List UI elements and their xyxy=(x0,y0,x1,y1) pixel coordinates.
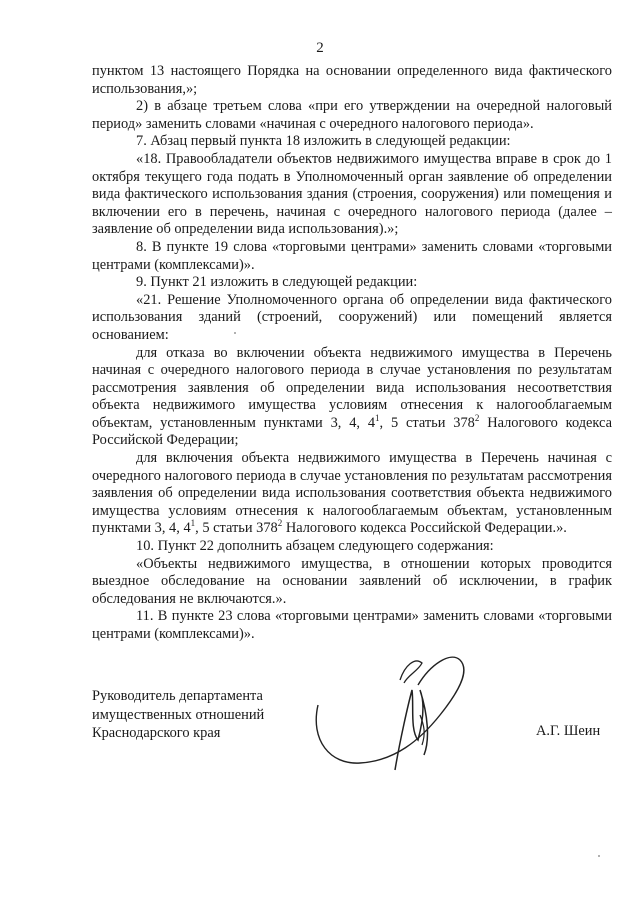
paragraph-item-9: 9. Пункт 21 изложить в следующей редакции: xyxy=(136,274,418,291)
paragraph-inclusion xyxy=(92,450,612,538)
paragraph-item-10: 10. Пункт 22 дополнить абзацем следующего содержания: xyxy=(136,538,494,555)
paragraph-refusal-mid: , 5 статьи 378 xyxy=(379,414,475,431)
paragraph-refusal-text: для отказа во включении объекта недвижимого имущества в Перечень начиная с очередного налогового периода в случае установления по результатам рассмотрения заявления об определении вида использования несоответствия объекта недвижимого имущества условиям отнесения к налогооблагаемым объектам, установленным пунктами 3, 4, 4 xyxy=(92,344,612,431)
paragraph-inclusion-text: для включения объекта недвижимого имущества в Перечень начиная с очередного налогового периода в случае установления по результатам рассмотрения заявления об определении вида использования соответствия объекта недвижимого имущества условиям отнесения к налогооблагаемым объектам, установленным пунктами 3, 4, 4 xyxy=(92,450,612,537)
paragraph-refusal xyxy=(92,345,612,451)
signatory-title-line: Руководитель департамента xyxy=(92,688,263,704)
signatory-name: А.Г. Шеин xyxy=(536,723,601,739)
handwritten-signature xyxy=(300,645,500,785)
scan-speck xyxy=(598,855,600,857)
paragraph-point-18: «18. Правообладатели объектов недвижимого имущества вправе в срок до 1 октября текущего года подать в Уполномоченный орган заявление об определении вида фактического использования здания (строения, сооружения) или помещения и включении его в перечень, начиная с очередного налогового периода (далее – заявление об определении вида использования).»; xyxy=(92,150,612,238)
paragraph-item-11: 11. В пункте 23 слова «торговыми центрами» заменить словами «торговыми центрами (комплексами)». xyxy=(92,608,612,642)
paragraph-item-7: 7. Абзац первый пункта 18 изложить в следующей редакции: xyxy=(136,133,511,150)
scan-speck xyxy=(234,332,236,334)
paragraph-item-8: 8. В пункте 19 слова «торговыми центрами» заменить словами «торговыми центрами (комплексами)». xyxy=(92,238,612,273)
superscript: 2 xyxy=(474,413,480,424)
paragraph-continuation: пунктом 13 настоящего Порядка на основании определенного вида фактического использования,»; xyxy=(92,63,612,97)
superscript: 1 xyxy=(375,413,380,424)
document-body xyxy=(92,63,612,644)
superscript: 2 xyxy=(277,518,283,529)
paragraph-objects: «Объекты недвижимого имущества, в отношении которых проводится выездное обследование на основании заявлений об исключении, в график обследования не включаются.». xyxy=(92,555,612,607)
page-number: 2 xyxy=(316,40,324,56)
paragraph-refusal-tail: Налогового кодекса Российской Федерации; xyxy=(92,414,613,449)
signatory-title xyxy=(92,687,264,743)
paragraph-inclusion-tail: Налогового кодекса Российской Федерации.». xyxy=(282,520,567,537)
paragraph-point-21: «21. Решение Уполномоченного органа об определении вида фактического использования зданий (строений, сооружений) или помещений является основанием: xyxy=(92,291,612,343)
paragraph-inclusion-mid: , 5 статьи 378 xyxy=(195,520,278,537)
superscript: 1 xyxy=(190,518,196,529)
signatory-title-line: имущественных отношений xyxy=(92,706,265,723)
paragraph-item-2: 2) в абзаце третьем слова «при его утверждении на очередной налоговый период» заменить словами «начиная с очередного налогового периода». xyxy=(92,98,612,132)
signatory-title-line: Краснодарского края xyxy=(92,725,221,741)
